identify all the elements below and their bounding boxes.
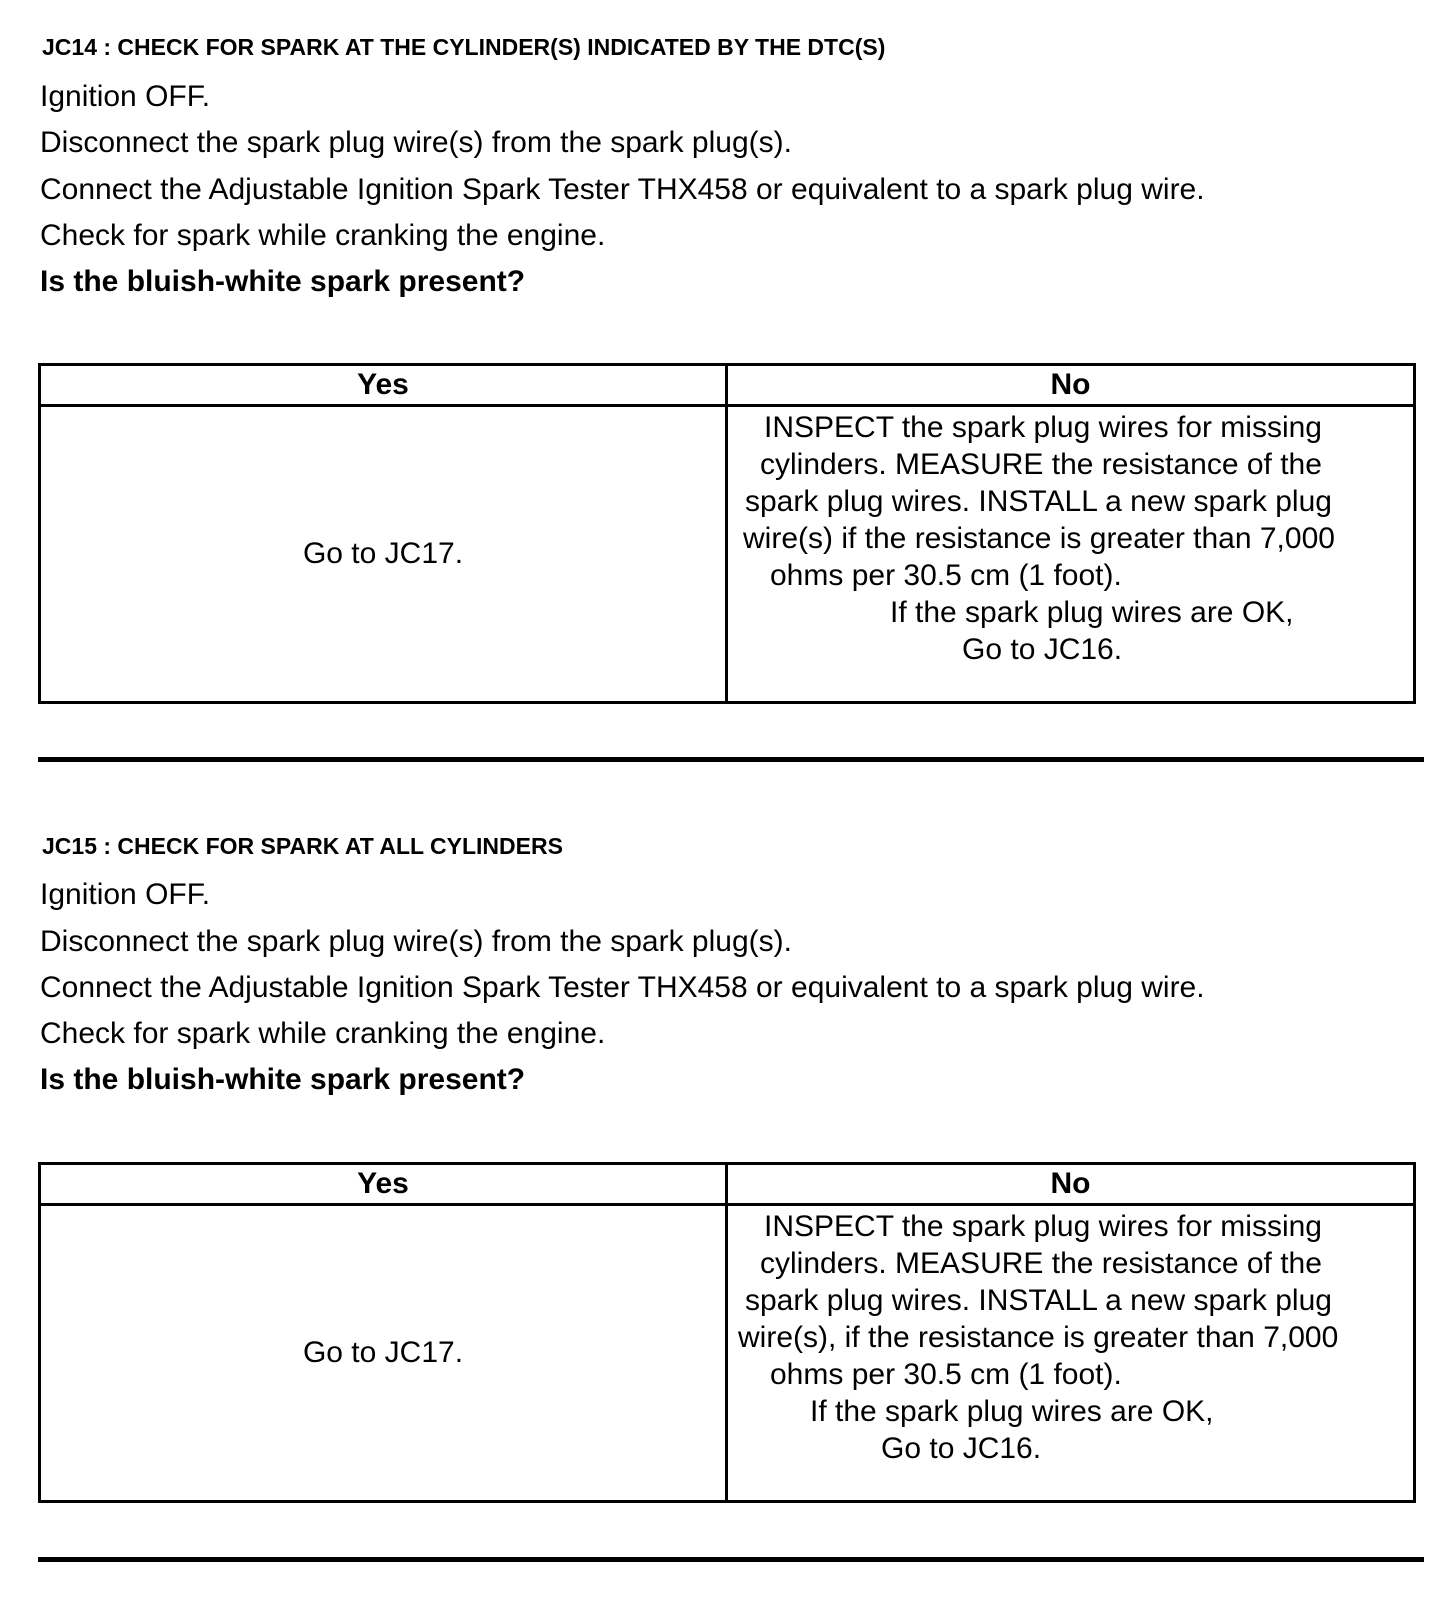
- no-action-line: ohms per 30.5 cm (1 foot).: [770, 559, 1122, 592]
- no-action-line: If the spark plug wires are OK,: [810, 1395, 1214, 1428]
- step-text: Connect the Adjustable Ignition Spark Tester THX458 or equivalent to a spark plug wire.: [40, 173, 1205, 206]
- step-text: Ignition OFF.: [40, 80, 211, 113]
- no-action-line: INSPECT the spark plug wires for missing: [764, 411, 1322, 444]
- no-action-line: wire(s), if the resistance is greater than 7,000: [738, 1321, 1339, 1354]
- section-divider: [38, 1557, 1424, 1562]
- yes-action: Go to JC17.: [40, 406, 727, 703]
- step-text: Disconnect the spark plug wire(s) from the spark plug(s).: [40, 126, 792, 159]
- no-action-line: INSPECT the spark plug wires for missing: [764, 1210, 1322, 1243]
- question-text: Is the bluish-white spark present?: [40, 1063, 526, 1096]
- no-action-line: spark plug wires. INSTALL a new spark plug: [745, 1284, 1332, 1317]
- no-action: [727, 1205, 1415, 1502]
- no-action-line: spark plug wires. INSTALL a new spark plug: [745, 485, 1332, 518]
- section-heading: JC15 : CHECK FOR SPARK AT ALL CYLINDERS: [42, 833, 563, 859]
- yes-header: Yes: [40, 1164, 727, 1205]
- decision-table: [38, 1162, 1416, 1503]
- step-text: Ignition OFF.: [40, 878, 211, 911]
- question-text: Is the bluish-white spark present?: [40, 265, 526, 298]
- no-action-line: If the spark plug wires are OK,: [890, 596, 1294, 629]
- decision-table: [38, 363, 1416, 704]
- no-action-line: ohms per 30.5 cm (1 foot).: [770, 1358, 1122, 1391]
- yes-action: Go to JC17.: [40, 1205, 727, 1502]
- step-text: Disconnect the spark plug wire(s) from the spark plug(s).: [40, 925, 792, 958]
- no-action-line: Go to JC16.: [962, 633, 1123, 666]
- no-action: [727, 406, 1415, 703]
- section-heading: JC14 : CHECK FOR SPARK AT THE CYLINDER(S) INDICATED BY THE DTC(S): [42, 34, 886, 60]
- step-text: Connect the Adjustable Ignition Spark Tester THX458 or equivalent to a spark plug wire.: [40, 971, 1205, 1004]
- no-action-line: cylinders. MEASURE the resistance of the: [760, 1247, 1322, 1280]
- no-header: No: [727, 1164, 1415, 1205]
- no-action-line: cylinders. MEASURE the resistance of the: [760, 448, 1322, 481]
- step-text: Check for spark while cranking the engine.: [40, 219, 606, 252]
- no-action-line: wire(s) if the resistance is greater than 7,000: [743, 522, 1335, 555]
- no-header: No: [727, 365, 1415, 406]
- section-divider: [38, 757, 1424, 762]
- step-text: Check for spark while cranking the engine.: [40, 1017, 606, 1050]
- no-action-line: Go to JC16.: [881, 1432, 1042, 1465]
- yes-header: Yes: [40, 365, 727, 406]
